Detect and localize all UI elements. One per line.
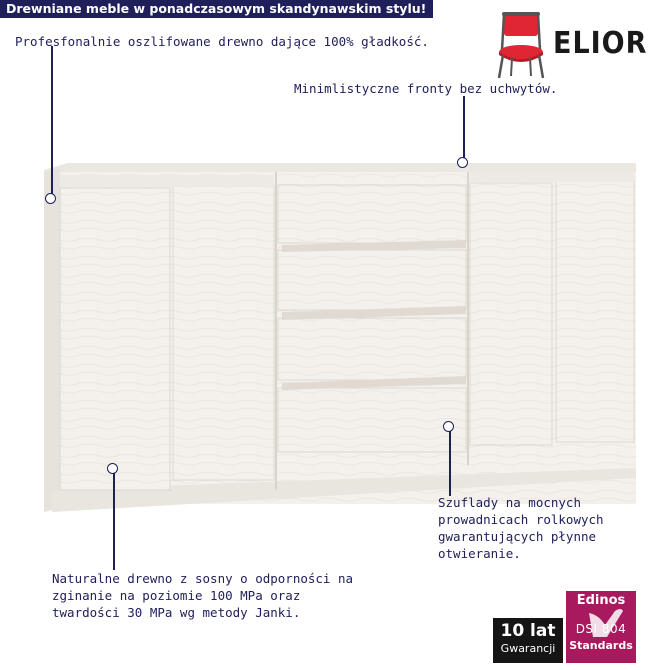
callout-line-top-right xyxy=(463,96,465,159)
right-door-grip xyxy=(470,172,634,182)
left-door-1 xyxy=(60,188,170,490)
drawer-1 xyxy=(278,185,466,243)
callout-bottom-left-line-1: Naturalne drewno z sosny o odporności na xyxy=(52,571,354,586)
drawer-3 xyxy=(278,318,466,380)
warranty-years: 10 lat xyxy=(500,621,556,641)
callout-bottom-right-line-1: Szuflady na mocnych xyxy=(438,495,581,510)
callout-dot-top-right xyxy=(457,157,468,168)
callout-line-top-left xyxy=(51,46,53,196)
edinos-badge xyxy=(566,591,636,663)
warranty-badge xyxy=(493,618,563,663)
brand-name: ELIOR xyxy=(553,26,648,61)
callout-bottom-right-line-3: gwarantujących płynne xyxy=(438,529,597,544)
callout-bottom-left-line-2: zginanie na poziomie 100 MPa oraz xyxy=(52,588,301,603)
warranty-label: Gwarancji xyxy=(500,642,556,655)
callout-line-bottom-right xyxy=(449,428,451,496)
callout-bottom-right-line-2: prowadnicach rolkowych xyxy=(438,512,604,527)
right-door-2 xyxy=(556,180,634,442)
edinos-code: DSI 804 xyxy=(575,622,627,636)
left-door-grip xyxy=(60,175,274,187)
callout-bottom-right xyxy=(438,494,604,562)
callout-bottom-left-line-3: twardości 30 MPa wg metody Janki. xyxy=(52,605,301,620)
drawer-4 xyxy=(278,388,466,452)
callout-top-left: Profesfonalnie oszlifowane drewno dające 100% gładkość. xyxy=(15,34,429,49)
callout-dot-top-left xyxy=(45,193,56,204)
callout-bottom-left xyxy=(52,570,353,621)
callout-line-bottom-left xyxy=(113,470,115,570)
headline-banner: Drewniane meble w ponadczasowym skandynawskim stylu! xyxy=(0,0,433,18)
edinos-standards: Standards xyxy=(569,639,633,652)
drawer-2 xyxy=(278,250,466,310)
right-door-1 xyxy=(470,183,552,445)
callout-dot-bottom-right xyxy=(443,421,454,432)
callout-top-right: Minimlistyczne fronty bez uchwytów. xyxy=(294,81,558,96)
left-side-panel xyxy=(44,168,60,512)
callout-dot-bottom-left xyxy=(107,463,118,474)
edinos-brand: Edinos xyxy=(576,593,626,608)
left-door-2 xyxy=(173,186,274,480)
callout-bottom-right-line-4: otwieranie. xyxy=(438,546,521,561)
